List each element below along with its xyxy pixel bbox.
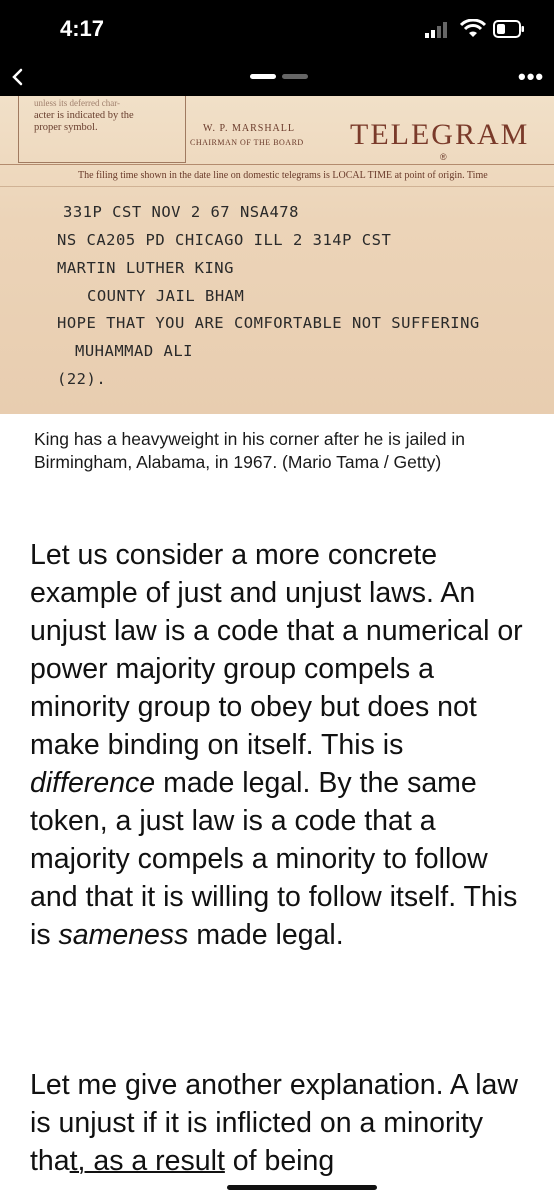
telegram-divider	[0, 164, 554, 165]
registered-mark: ®	[440, 152, 447, 162]
telegram-box-text	[34, 110, 134, 134]
telegram-line: HOPE THAT YOU ARE COMFORTABLE NOT SUFFERING	[57, 314, 480, 332]
telegram-line: COUNTY JAIL BHAM	[87, 287, 245, 305]
emphasis-text: sameness	[58, 919, 189, 951]
nav-bar	[0, 60, 554, 96]
paragraph-text: Let me give another explanation. A law is unjust if it is inflicted on a minority tha	[30, 1069, 518, 1177]
telegram-box-line: proper symbol.	[34, 122, 98, 133]
article-paragraph	[30, 536, 530, 954]
telegram-box-text-top: unless its deferred char-	[34, 98, 121, 108]
underlined-text: t, as a result	[69, 1145, 225, 1177]
paragraph-text: Let us consider a more concrete example of just and unjust laws. An unjust law is a code that a numerical or power majority group compels a minority group to obey but does not make binding on itself. This is	[30, 539, 523, 761]
paragraph-text: made legal.	[188, 919, 344, 951]
telegram-image	[0, 96, 554, 414]
telegram-title: TELEGRAM	[350, 118, 530, 151]
telegram-line: MARTIN LUTHER KING	[57, 259, 234, 277]
telegram-divider	[0, 186, 554, 187]
image-caption: King has a heavyweight in his corner after he is jailed in Birmingham, Alabama, in 1967. (Mario Tama / Getty)	[34, 429, 465, 472]
chevron-left-icon[interactable]	[6, 64, 30, 92]
telegram-line: MUHAMMAD ALI	[75, 342, 193, 360]
telegram-box-line: acter is indicated by the	[34, 110, 134, 121]
telegram-line: NS CA205 PD CHICAGO ILL 2 314P CST	[57, 231, 392, 249]
paragraph-text: made legal. By the same token, a just law is a code that a majority compels a minority to follow and that it is willing to follow itself. This is	[30, 767, 518, 951]
telegram-filing-note: The filing time shown in the date line on domestic telegrams is LOCAL TIME at point of origin. Time	[78, 170, 488, 181]
telegram-line: 331P CST NOV 2 67 NSA478	[63, 203, 299, 221]
paragraph-text: of being	[224, 1145, 335, 1177]
cellular-signal-icon	[425, 22, 449, 38]
telegram-line: (22).	[57, 370, 107, 388]
telegram-chairman-name: W. P. MARSHALL	[203, 123, 295, 134]
telegram-chairman-title: CHAIRMAN OF THE BOARD	[190, 138, 304, 147]
status-time: 4:17	[60, 16, 105, 41]
more-options-button[interactable]: •••	[518, 64, 545, 89]
page-indicator[interactable]	[250, 74, 310, 80]
article-paragraph	[30, 1066, 530, 1180]
status-bar	[0, 0, 554, 60]
wifi-icon	[460, 19, 486, 39]
battery-icon	[493, 20, 525, 38]
home-indicator[interactable]	[227, 1185, 377, 1190]
emphasis-text: difference	[30, 767, 156, 799]
